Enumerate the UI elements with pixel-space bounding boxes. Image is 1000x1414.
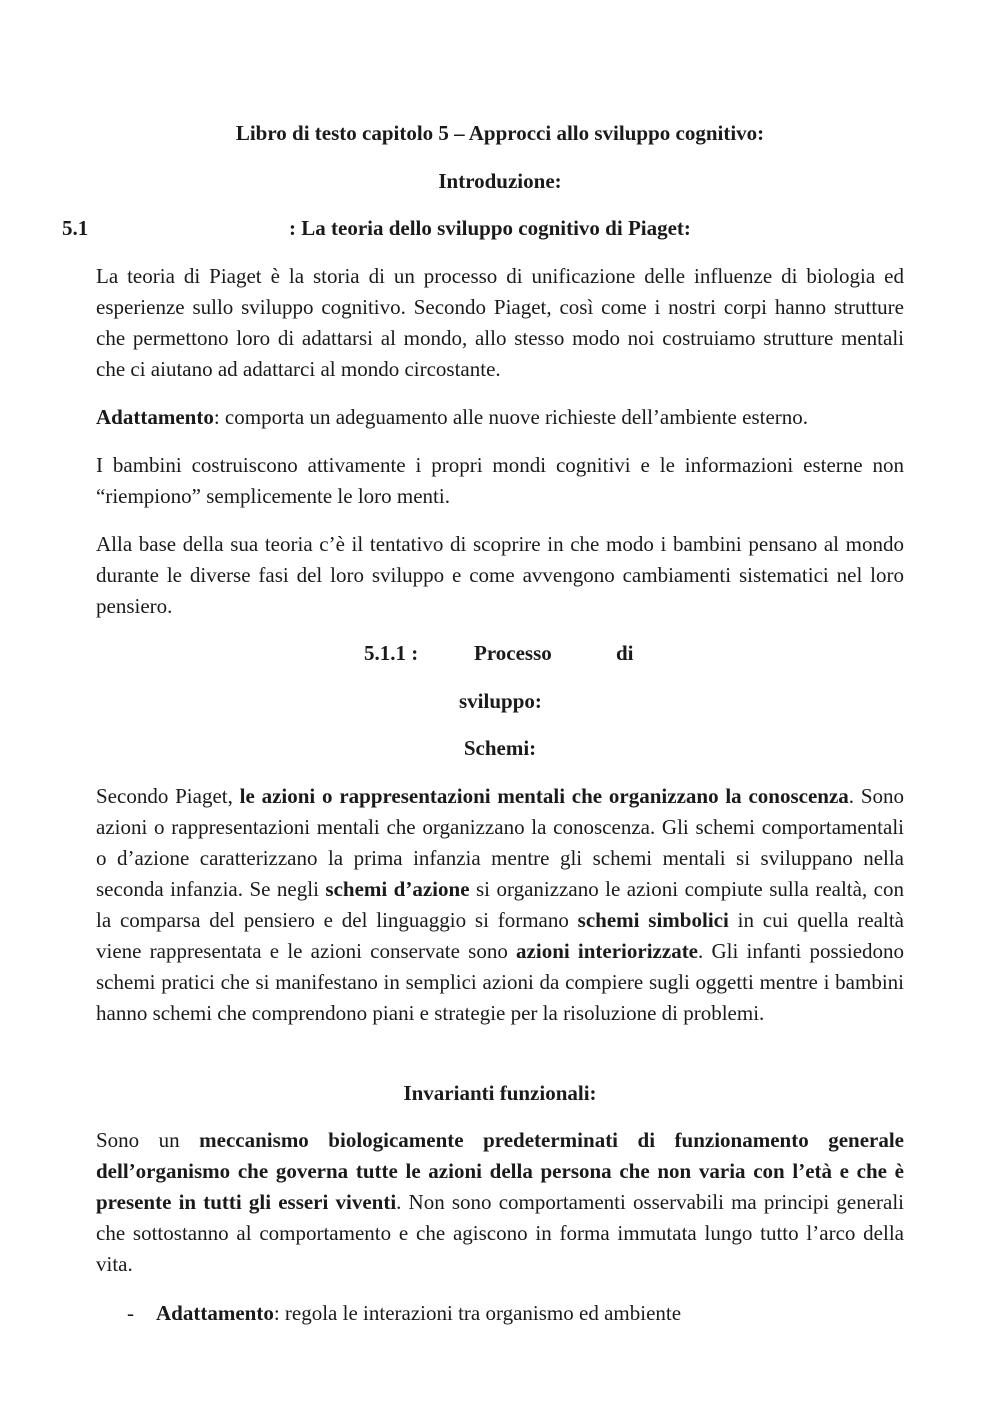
- bold-run: azioni interiorizzate: [516, 939, 699, 963]
- definition-text: : comporta un adeguamento alle nuove richieste dell’ambiente esterno.: [213, 405, 809, 429]
- schemi-heading: Schemi:: [463, 736, 537, 760]
- intro-heading: Introduzione:: [438, 169, 562, 193]
- text-run: . Non sono comportamenti osservabili ma principi generali che sottostanno al comportamento e che agiscono in forma immutata lungo tutto l’arco della vita.: [96, 1190, 904, 1276]
- bullet-dash: -: [127, 1301, 134, 1325]
- paragraph-adattamento: [96, 402, 904, 433]
- paragraph-piaget-theory: La teoria di Piaget è la storia di un processo di unificazione delle influenze di biologia ed esperienze sullo sviluppo cognitivo. Secondo Piaget, così come i nostri corpi hanno strutture che permettono loro di adattarsi al mondo, allo stesso modo noi costruiamo strutture mentali che ci aiutano ad adattarci al mondo circostante.: [96, 264, 904, 381]
- text-run: in cui quella realtà viene rappresentata e le azioni conservate sono: [96, 908, 904, 963]
- text-run: . Gli infanti possiedono schemi pratici che si manifestano in semplici azioni da compiere sugli oggetti mentre i bambini hanno schemi che comprendono piani e strategie per la risoluzione di problemi.: [96, 939, 905, 1025]
- text-run: si organizzano le azioni compiute sulla realtà, con la comparsa del pensiero e del linguaggio si formano: [96, 877, 904, 932]
- section-word-di: di: [616, 641, 634, 665]
- invarianti-heading: Invarianti funzionali:: [403, 1081, 597, 1105]
- bullet-text: : regola le interazioni tra organismo ed ambiente: [273, 1301, 682, 1325]
- paragraph-schemi: [96, 781, 904, 1029]
- paragraph-bambini: I bambini costruiscono attivamente i propri mondi cognitivi e le informazioni esterne non “riempiono” semplicemente le loro menti.: [96, 453, 904, 508]
- bold-run: le azioni o rappresentazioni mentali che organizzano la conoscenza: [239, 784, 849, 808]
- term-adattamento: Adattamento: [156, 1301, 274, 1325]
- paragraph-base-teoria: Alla base della sua teoria c’è il tentativo di scoprire in che modo i bambini pensano al mondo durante le diverse fasi del loro sviluppo e come avvengono cambiamenti sistematici nel loro pensiero.: [96, 532, 904, 618]
- text-run: Sono un: [96, 1128, 200, 1152]
- term-adattamento: Adattamento: [96, 405, 214, 429]
- paragraph-invarianti: [96, 1125, 904, 1280]
- list-item: [127, 1298, 907, 1329]
- bold-run: meccanismo biologicamente predeterminati di funzionamento generale dell’organismo che governa tutte le azioni della persona che non varia con l’età e che è presente in tutti gli esseri viventi: [96, 1128, 904, 1214]
- document-title: Libro di testo capitolo 5 – Approcci allo sviluppo cognitivo:: [235, 121, 765, 145]
- text-run: Secondo Piaget,: [96, 784, 240, 808]
- section-word-sviluppo: sviluppo:: [459, 689, 542, 713]
- section-title: : La teoria dello sviluppo cognitivo di Piaget:: [289, 216, 691, 240]
- text-run: . Sono azioni o rappresentazioni mentali che organizzano la conoscenza. Gli schemi comportamentali o d’azione caratterizzano la prima infanzia mentre gli schemi mentali si sviluppano nella seconda infanzia. Se negli: [96, 784, 905, 901]
- section-word-processo: Processo: [474, 641, 552, 665]
- section-number: 5.1.1 :: [364, 641, 419, 665]
- bold-run: schemi d’azione: [325, 877, 470, 901]
- section-number: 5.1: [62, 216, 89, 240]
- bold-run: schemi simbolici: [577, 908, 729, 932]
